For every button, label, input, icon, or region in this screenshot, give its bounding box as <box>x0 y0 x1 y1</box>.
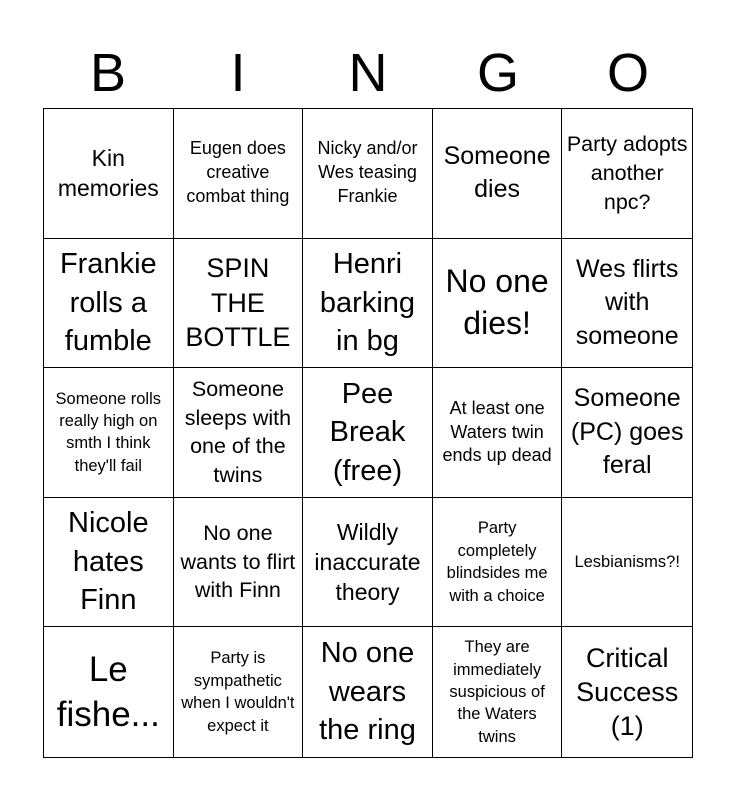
cell-text: Someone rolls really high on smth I think they'll fail <box>55 389 162 475</box>
cell-text: SPIN THE BOTTLE <box>185 253 291 353</box>
bingo-cell[interactable] <box>303 239 433 369</box>
bingo-cell[interactable] <box>174 627 304 757</box>
header-letter-b: B <box>89 43 127 103</box>
bingo-cell[interactable] <box>562 498 692 628</box>
bingo-cell[interactable] <box>174 109 304 239</box>
cell-text: Someone dies <box>443 141 551 204</box>
bingo-cell[interactable] <box>562 109 692 239</box>
cell-text: Kin memories <box>57 145 159 202</box>
cell-text: Pee Break (free) <box>329 377 406 487</box>
bingo-board <box>43 108 693 758</box>
cell-text: They are immediately suspicious of the Waters twins <box>449 638 545 746</box>
cell-text: Nicole hates Finn <box>68 507 149 617</box>
cell-text: No one wants to flirt with Finn <box>180 520 296 603</box>
bingo-cell[interactable] <box>433 368 563 498</box>
bingo-cell[interactable] <box>44 368 174 498</box>
cell-text: Party is sympathetic when I wouldn't expect it <box>181 649 295 735</box>
cell-text: Someone (PC) goes feral <box>570 384 684 480</box>
cell-text: Wildly inaccurate theory <box>314 518 421 606</box>
bingo-cell[interactable] <box>174 498 304 628</box>
cell-text: Party adopts another npc? <box>566 132 688 214</box>
cell-text: At least one Waters twin ends up dead <box>442 397 552 466</box>
cell-text: Wes flirts with someone <box>575 254 679 350</box>
bingo-cell[interactable] <box>174 239 304 369</box>
bingo-cell[interactable] <box>303 498 433 628</box>
bingo-cell[interactable] <box>562 627 692 757</box>
cell-text: Someone sleeps with one of the twins <box>184 376 292 488</box>
cell-text: Nicky and/or Wes teasing Frankie <box>317 138 418 207</box>
cell-text: Henri barking in bg <box>319 248 416 358</box>
bingo-cell[interactable] <box>433 627 563 757</box>
cell-text: Lesbianisms?! <box>574 552 680 571</box>
header-letter-o: O <box>606 43 649 103</box>
bingo-cell[interactable] <box>44 498 174 628</box>
bingo-cell[interactable] <box>303 627 433 757</box>
cell-text: Critical Success (1) <box>576 642 679 742</box>
bingo-header <box>43 40 693 106</box>
cell-text: Party completely blindsides me with a choice <box>446 519 548 605</box>
cell-text: Le fishe... <box>56 649 160 735</box>
cell-text: Eugen does creative combat thing <box>186 138 290 207</box>
cell-text: Frankie rolls a fumble <box>59 248 157 358</box>
bingo-cell[interactable] <box>562 239 692 369</box>
bingo-cell[interactable] <box>433 239 563 369</box>
bingo-cell[interactable] <box>44 239 174 369</box>
header-letter-i: I <box>230 43 246 103</box>
bingo-cell[interactable] <box>433 498 563 628</box>
bingo-cell[interactable] <box>303 109 433 239</box>
bingo-cell[interactable] <box>44 627 174 757</box>
bingo-cell[interactable] <box>562 368 692 498</box>
bingo-cell[interactable] <box>303 368 433 498</box>
cell-text: No one dies! <box>445 263 549 341</box>
cell-text: No one wears the ring <box>319 637 416 747</box>
bingo-cell[interactable] <box>44 109 174 239</box>
header-letter-g: G <box>476 43 519 103</box>
bingo-cell[interactable] <box>433 109 563 239</box>
bingo-cell[interactable] <box>174 368 304 498</box>
header-letter-n: N <box>348 43 388 103</box>
